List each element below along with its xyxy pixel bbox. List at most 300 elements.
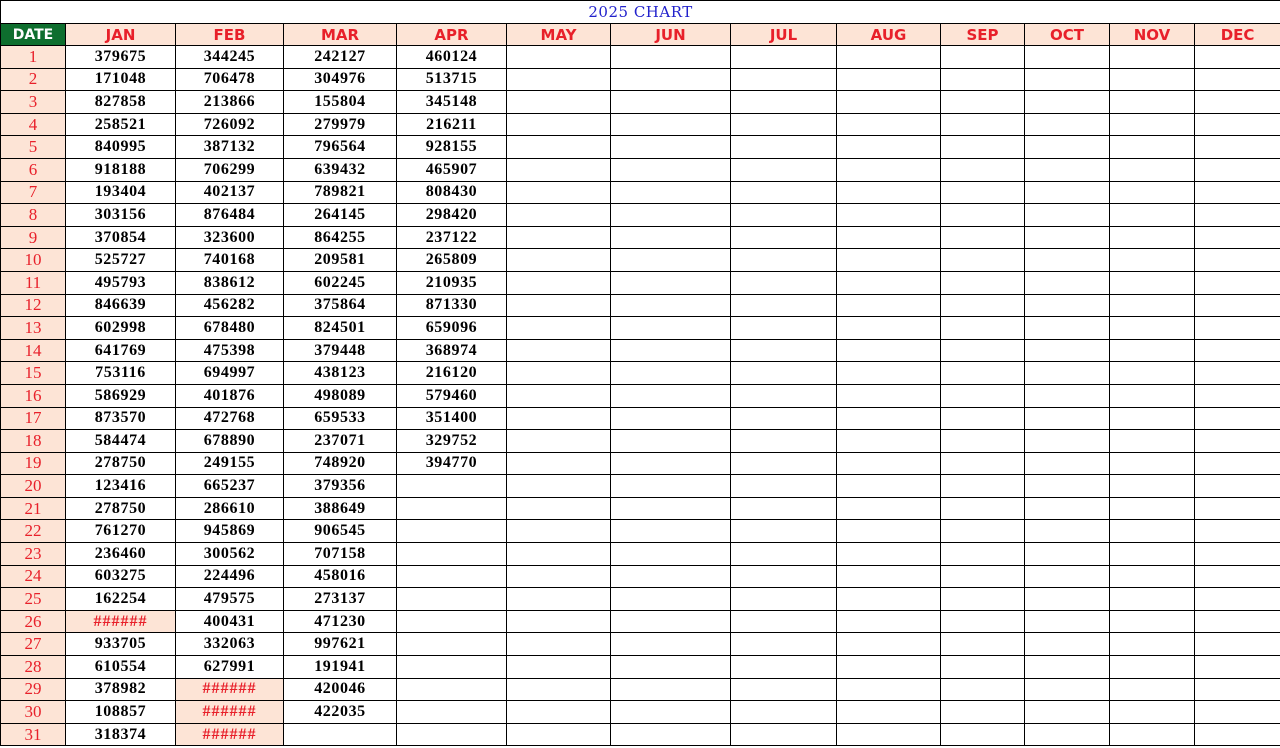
value-cell-aug[interactable]: [837, 68, 941, 91]
value-cell-jan[interactable]: 495793: [66, 271, 176, 294]
value-cell-may[interactable]: [507, 68, 611, 91]
value-cell-jun[interactable]: [611, 158, 731, 181]
value-cell-sep[interactable]: [941, 68, 1025, 91]
value-cell-sep[interactable]: [941, 475, 1025, 498]
value-cell-aug[interactable]: [837, 181, 941, 204]
value-cell-nov[interactable]: [1110, 362, 1195, 385]
value-cell-mar[interactable]: 155804: [284, 91, 397, 114]
value-cell-nov[interactable]: [1110, 91, 1195, 114]
date-cell[interactable]: 13: [1, 317, 66, 340]
date-cell[interactable]: 31: [1, 723, 66, 746]
value-cell-feb[interactable]: 323600: [176, 226, 284, 249]
value-cell-feb[interactable]: 678890: [176, 430, 284, 453]
value-cell-jun[interactable]: [611, 317, 731, 340]
value-cell-jul[interactable]: [731, 294, 837, 317]
date-cell[interactable]: 22: [1, 520, 66, 543]
value-cell-oct[interactable]: [1025, 610, 1110, 633]
value-cell-nov[interactable]: [1110, 497, 1195, 520]
value-cell-may[interactable]: [507, 294, 611, 317]
value-cell-aug[interactable]: [837, 678, 941, 701]
value-cell-apr[interactable]: 351400: [397, 407, 507, 430]
month-header-feb[interactable]: FEB: [176, 24, 284, 46]
value-cell-may[interactable]: [507, 46, 611, 69]
value-cell-apr[interactable]: [397, 723, 507, 746]
value-cell-feb[interactable]: 224496: [176, 565, 284, 588]
value-cell-oct[interactable]: [1025, 497, 1110, 520]
value-cell-oct[interactable]: [1025, 317, 1110, 340]
value-cell-may[interactable]: [507, 362, 611, 385]
value-cell-nov[interactable]: [1110, 430, 1195, 453]
value-cell-may[interactable]: [507, 452, 611, 475]
value-cell-mar[interactable]: 237071: [284, 430, 397, 453]
value-cell-aug[interactable]: [837, 204, 941, 227]
value-cell-mar[interactable]: 388649: [284, 497, 397, 520]
value-cell-nov[interactable]: [1110, 249, 1195, 272]
value-cell-apr[interactable]: [397, 701, 507, 724]
value-cell-jan[interactable]: 933705: [66, 633, 176, 656]
value-cell-jun[interactable]: [611, 656, 731, 679]
value-cell-dec[interactable]: [1195, 68, 1280, 91]
value-cell-sep[interactable]: [941, 339, 1025, 362]
value-cell-oct[interactable]: [1025, 294, 1110, 317]
value-cell-aug[interactable]: [837, 520, 941, 543]
value-cell-jul[interactable]: [731, 249, 837, 272]
value-cell-dec[interactable]: [1195, 701, 1280, 724]
value-cell-may[interactable]: [507, 158, 611, 181]
date-cell[interactable]: 5: [1, 136, 66, 159]
value-cell-sep[interactable]: [941, 701, 1025, 724]
value-cell-may[interactable]: [507, 520, 611, 543]
value-cell-apr[interactable]: [397, 475, 507, 498]
value-cell-oct[interactable]: [1025, 249, 1110, 272]
value-cell-feb[interactable]: 300562: [176, 543, 284, 566]
date-cell[interactable]: 25: [1, 588, 66, 611]
value-cell-dec[interactable]: [1195, 633, 1280, 656]
value-cell-feb[interactable]: ######: [176, 723, 284, 746]
value-cell-sep[interactable]: [941, 678, 1025, 701]
value-cell-dec[interactable]: [1195, 204, 1280, 227]
value-cell-jun[interactable]: [611, 46, 731, 69]
date-cell[interactable]: 17: [1, 407, 66, 430]
value-cell-may[interactable]: [507, 701, 611, 724]
value-cell-aug[interactable]: [837, 317, 941, 340]
value-cell-sep[interactable]: [941, 113, 1025, 136]
value-cell-jan[interactable]: 258521: [66, 113, 176, 136]
value-cell-jul[interactable]: [731, 226, 837, 249]
value-cell-jan[interactable]: 641769: [66, 339, 176, 362]
value-cell-jul[interactable]: [731, 317, 837, 340]
value-cell-sep[interactable]: [941, 384, 1025, 407]
value-cell-may[interactable]: [507, 475, 611, 498]
date-cell[interactable]: 29: [1, 678, 66, 701]
value-cell-feb[interactable]: 475398: [176, 339, 284, 362]
value-cell-jun[interactable]: [611, 339, 731, 362]
value-cell-dec[interactable]: [1195, 91, 1280, 114]
value-cell-jul[interactable]: [731, 384, 837, 407]
value-cell-oct[interactable]: [1025, 656, 1110, 679]
value-cell-sep[interactable]: [941, 317, 1025, 340]
value-cell-sep[interactable]: [941, 520, 1025, 543]
value-cell-sep[interactable]: [941, 294, 1025, 317]
value-cell-jun[interactable]: [611, 68, 731, 91]
value-cell-sep[interactable]: [941, 204, 1025, 227]
value-cell-oct[interactable]: [1025, 723, 1110, 746]
value-cell-nov[interactable]: [1110, 452, 1195, 475]
value-cell-jan[interactable]: 753116: [66, 362, 176, 385]
value-cell-jan[interactable]: 586929: [66, 384, 176, 407]
value-cell-dec[interactable]: [1195, 226, 1280, 249]
value-cell-nov[interactable]: [1110, 158, 1195, 181]
value-cell-jun[interactable]: [611, 633, 731, 656]
value-cell-apr[interactable]: 513715: [397, 68, 507, 91]
value-cell-oct[interactable]: [1025, 91, 1110, 114]
value-cell-jul[interactable]: [731, 136, 837, 159]
value-cell-aug[interactable]: [837, 565, 941, 588]
value-cell-oct[interactable]: [1025, 565, 1110, 588]
value-cell-jul[interactable]: [731, 430, 837, 453]
value-cell-oct[interactable]: [1025, 588, 1110, 611]
value-cell-mar[interactable]: 789821: [284, 181, 397, 204]
date-cell[interactable]: 18: [1, 430, 66, 453]
value-cell-apr[interactable]: 394770: [397, 452, 507, 475]
value-cell-sep[interactable]: [941, 656, 1025, 679]
value-cell-dec[interactable]: [1195, 46, 1280, 69]
value-cell-jun[interactable]: [611, 452, 731, 475]
value-cell-apr[interactable]: 210935: [397, 271, 507, 294]
value-cell-jun[interactable]: [611, 91, 731, 114]
value-cell-feb[interactable]: 402137: [176, 181, 284, 204]
value-cell-mar[interactable]: 498089: [284, 384, 397, 407]
date-cell[interactable]: 3: [1, 91, 66, 114]
value-cell-mar[interactable]: 420046: [284, 678, 397, 701]
value-cell-apr[interactable]: 871330: [397, 294, 507, 317]
value-cell-jun[interactable]: [611, 475, 731, 498]
value-cell-nov[interactable]: [1110, 46, 1195, 69]
value-cell-jul[interactable]: [731, 407, 837, 430]
value-cell-nov[interactable]: [1110, 204, 1195, 227]
month-header-jul[interactable]: JUL: [731, 24, 837, 46]
value-cell-jun[interactable]: [611, 407, 731, 430]
value-cell-feb[interactable]: 286610: [176, 497, 284, 520]
value-cell-jun[interactable]: [611, 430, 731, 453]
value-cell-jul[interactable]: [731, 701, 837, 724]
value-cell-sep[interactable]: [941, 46, 1025, 69]
value-cell-may[interactable]: [507, 633, 611, 656]
value-cell-nov[interactable]: [1110, 384, 1195, 407]
value-cell-apr[interactable]: [397, 633, 507, 656]
value-cell-feb[interactable]: 401876: [176, 384, 284, 407]
value-cell-nov[interactable]: [1110, 407, 1195, 430]
value-cell-aug[interactable]: [837, 294, 941, 317]
value-cell-feb[interactable]: ######: [176, 701, 284, 724]
date-cell[interactable]: 8: [1, 204, 66, 227]
value-cell-jun[interactable]: [611, 723, 731, 746]
value-cell-jan[interactable]: 584474: [66, 430, 176, 453]
value-cell-apr[interactable]: 928155: [397, 136, 507, 159]
value-cell-nov[interactable]: [1110, 226, 1195, 249]
value-cell-aug[interactable]: [837, 723, 941, 746]
value-cell-aug[interactable]: [837, 407, 941, 430]
value-cell-apr[interactable]: 265809: [397, 249, 507, 272]
value-cell-dec[interactable]: [1195, 452, 1280, 475]
date-cell[interactable]: 20: [1, 475, 66, 498]
value-cell-sep[interactable]: [941, 610, 1025, 633]
value-cell-dec[interactable]: [1195, 181, 1280, 204]
value-cell-mar[interactable]: 748920: [284, 452, 397, 475]
value-cell-nov[interactable]: [1110, 181, 1195, 204]
value-cell-may[interactable]: [507, 656, 611, 679]
value-cell-may[interactable]: [507, 249, 611, 272]
value-cell-sep[interactable]: [941, 136, 1025, 159]
value-cell-aug[interactable]: [837, 475, 941, 498]
value-cell-feb[interactable]: ######: [176, 678, 284, 701]
value-cell-dec[interactable]: [1195, 543, 1280, 566]
value-cell-jan[interactable]: 370854: [66, 226, 176, 249]
value-cell-sep[interactable]: [941, 497, 1025, 520]
value-cell-jul[interactable]: [731, 475, 837, 498]
value-cell-nov[interactable]: [1110, 723, 1195, 746]
value-cell-apr[interactable]: [397, 678, 507, 701]
value-cell-oct[interactable]: [1025, 362, 1110, 385]
value-cell-mar[interactable]: 438123: [284, 362, 397, 385]
month-header-aug[interactable]: AUG: [837, 24, 941, 46]
value-cell-aug[interactable]: [837, 158, 941, 181]
value-cell-jul[interactable]: [731, 497, 837, 520]
value-cell-jun[interactable]: [611, 497, 731, 520]
value-cell-jul[interactable]: [731, 543, 837, 566]
value-cell-aug[interactable]: [837, 452, 941, 475]
value-cell-jan[interactable]: 603275: [66, 565, 176, 588]
value-cell-dec[interactable]: [1195, 723, 1280, 746]
value-cell-jan[interactable]: 610554: [66, 656, 176, 679]
value-cell-may[interactable]: [507, 610, 611, 633]
value-cell-apr[interactable]: [397, 588, 507, 611]
value-cell-apr[interactable]: 465907: [397, 158, 507, 181]
date-cell[interactable]: 15: [1, 362, 66, 385]
value-cell-feb[interactable]: 665237: [176, 475, 284, 498]
value-cell-sep[interactable]: [941, 543, 1025, 566]
value-cell-nov[interactable]: [1110, 701, 1195, 724]
value-cell-oct[interactable]: [1025, 407, 1110, 430]
value-cell-oct[interactable]: [1025, 204, 1110, 227]
value-cell-mar[interactable]: 471230: [284, 610, 397, 633]
value-cell-jan[interactable]: 840995: [66, 136, 176, 159]
value-cell-jun[interactable]: [611, 271, 731, 294]
value-cell-jun[interactable]: [611, 543, 731, 566]
value-cell-oct[interactable]: [1025, 339, 1110, 362]
value-cell-jun[interactable]: [611, 362, 731, 385]
value-cell-apr[interactable]: 579460: [397, 384, 507, 407]
value-cell-sep[interactable]: [941, 181, 1025, 204]
value-cell-mar[interactable]: 422035: [284, 701, 397, 724]
value-cell-nov[interactable]: [1110, 520, 1195, 543]
value-cell-jun[interactable]: [611, 520, 731, 543]
value-cell-apr[interactable]: [397, 565, 507, 588]
value-cell-mar[interactable]: 191941: [284, 656, 397, 679]
value-cell-mar[interactable]: 997621: [284, 633, 397, 656]
value-cell-sep[interactable]: [941, 226, 1025, 249]
value-cell-sep[interactable]: [941, 249, 1025, 272]
value-cell-mar[interactable]: 707158: [284, 543, 397, 566]
value-cell-may[interactable]: [507, 430, 611, 453]
value-cell-sep[interactable]: [941, 452, 1025, 475]
value-cell-aug[interactable]: [837, 430, 941, 453]
value-cell-nov[interactable]: [1110, 339, 1195, 362]
value-cell-nov[interactable]: [1110, 678, 1195, 701]
value-cell-nov[interactable]: [1110, 588, 1195, 611]
value-cell-jul[interactable]: [731, 91, 837, 114]
value-cell-mar[interactable]: 375864: [284, 294, 397, 317]
value-cell-jul[interactable]: [731, 181, 837, 204]
value-cell-nov[interactable]: [1110, 294, 1195, 317]
value-cell-oct[interactable]: [1025, 271, 1110, 294]
value-cell-jan[interactable]: 278750: [66, 497, 176, 520]
value-cell-jun[interactable]: [611, 181, 731, 204]
value-cell-feb[interactable]: 400431: [176, 610, 284, 633]
value-cell-jul[interactable]: [731, 362, 837, 385]
value-cell-mar[interactable]: 602245: [284, 271, 397, 294]
value-cell-apr[interactable]: [397, 543, 507, 566]
value-cell-jul[interactable]: [731, 113, 837, 136]
value-cell-jan[interactable]: 162254: [66, 588, 176, 611]
value-cell-aug[interactable]: [837, 46, 941, 69]
value-cell-feb[interactable]: 706478: [176, 68, 284, 91]
value-cell-dec[interactable]: [1195, 475, 1280, 498]
month-header-apr[interactable]: APR: [397, 24, 507, 46]
date-cell[interactable]: 11: [1, 271, 66, 294]
value-cell-may[interactable]: [507, 226, 611, 249]
value-cell-may[interactable]: [507, 384, 611, 407]
value-cell-jun[interactable]: [611, 294, 731, 317]
value-cell-jan[interactable]: 236460: [66, 543, 176, 566]
value-cell-nov[interactable]: [1110, 543, 1195, 566]
value-cell-apr[interactable]: [397, 656, 507, 679]
value-cell-jul[interactable]: [731, 565, 837, 588]
value-cell-may[interactable]: [507, 204, 611, 227]
value-cell-sep[interactable]: [941, 565, 1025, 588]
value-cell-apr[interactable]: 460124: [397, 46, 507, 69]
value-cell-jul[interactable]: [731, 656, 837, 679]
value-cell-jul[interactable]: [731, 520, 837, 543]
value-cell-jul[interactable]: [731, 610, 837, 633]
value-cell-apr[interactable]: 368974: [397, 339, 507, 362]
value-cell-apr[interactable]: 808430: [397, 181, 507, 204]
value-cell-jan[interactable]: 525727: [66, 249, 176, 272]
value-cell-nov[interactable]: [1110, 565, 1195, 588]
value-cell-aug[interactable]: [837, 384, 941, 407]
value-cell-apr[interactable]: 237122: [397, 226, 507, 249]
value-cell-feb[interactable]: 726092: [176, 113, 284, 136]
month-header-sep[interactable]: SEP: [941, 24, 1025, 46]
value-cell-jul[interactable]: [731, 633, 837, 656]
value-cell-oct[interactable]: [1025, 226, 1110, 249]
value-cell-may[interactable]: [507, 497, 611, 520]
value-cell-nov[interactable]: [1110, 136, 1195, 159]
value-cell-oct[interactable]: [1025, 113, 1110, 136]
date-cell[interactable]: 27: [1, 633, 66, 656]
value-cell-feb[interactable]: 945869: [176, 520, 284, 543]
value-cell-jun[interactable]: [611, 384, 731, 407]
value-cell-dec[interactable]: [1195, 656, 1280, 679]
value-cell-dec[interactable]: [1195, 610, 1280, 633]
value-cell-oct[interactable]: [1025, 701, 1110, 724]
value-cell-dec[interactable]: [1195, 294, 1280, 317]
value-cell-feb[interactable]: 838612: [176, 271, 284, 294]
value-cell-feb[interactable]: 249155: [176, 452, 284, 475]
value-cell-jan[interactable]: 378982: [66, 678, 176, 701]
value-cell-jan[interactable]: 278750: [66, 452, 176, 475]
date-cell[interactable]: 4: [1, 113, 66, 136]
value-cell-jul[interactable]: [731, 204, 837, 227]
date-cell[interactable]: 28: [1, 656, 66, 679]
value-cell-dec[interactable]: [1195, 497, 1280, 520]
value-cell-jan[interactable]: 379675: [66, 46, 176, 69]
value-cell-apr[interactable]: 216211: [397, 113, 507, 136]
value-cell-oct[interactable]: [1025, 678, 1110, 701]
value-cell-jun[interactable]: [611, 249, 731, 272]
value-cell-mar[interactable]: 242127: [284, 46, 397, 69]
value-cell-dec[interactable]: [1195, 113, 1280, 136]
date-cell[interactable]: 30: [1, 701, 66, 724]
value-cell-may[interactable]: [507, 317, 611, 340]
value-cell-may[interactable]: [507, 136, 611, 159]
value-cell-aug[interactable]: [837, 339, 941, 362]
value-cell-apr[interactable]: 216120: [397, 362, 507, 385]
value-cell-dec[interactable]: [1195, 588, 1280, 611]
value-cell-jan[interactable]: 602998: [66, 317, 176, 340]
date-cell[interactable]: 24: [1, 565, 66, 588]
month-header-dec[interactable]: DEC: [1195, 24, 1280, 46]
value-cell-jul[interactable]: [731, 68, 837, 91]
value-cell-mar[interactable]: 659533: [284, 407, 397, 430]
month-header-nov[interactable]: NOV: [1110, 24, 1195, 46]
value-cell-aug[interactable]: [837, 271, 941, 294]
value-cell-mar[interactable]: 379448: [284, 339, 397, 362]
value-cell-dec[interactable]: [1195, 158, 1280, 181]
value-cell-dec[interactable]: [1195, 249, 1280, 272]
month-header-jan[interactable]: JAN: [66, 24, 176, 46]
value-cell-aug[interactable]: [837, 656, 941, 679]
value-cell-may[interactable]: [507, 181, 611, 204]
value-cell-jan[interactable]: 123416: [66, 475, 176, 498]
value-cell-nov[interactable]: [1110, 68, 1195, 91]
value-cell-mar[interactable]: 824501: [284, 317, 397, 340]
value-cell-aug[interactable]: [837, 91, 941, 114]
value-cell-may[interactable]: [507, 407, 611, 430]
date-cell[interactable]: 6: [1, 158, 66, 181]
value-cell-nov[interactable]: [1110, 271, 1195, 294]
value-cell-mar[interactable]: 639432: [284, 158, 397, 181]
date-cell[interactable]: 12: [1, 294, 66, 317]
value-cell-apr[interactable]: 345148: [397, 91, 507, 114]
value-cell-oct[interactable]: [1025, 430, 1110, 453]
value-cell-jul[interactable]: [731, 452, 837, 475]
value-cell-may[interactable]: [507, 565, 611, 588]
value-cell-sep[interactable]: [941, 362, 1025, 385]
value-cell-mar[interactable]: 379356: [284, 475, 397, 498]
value-cell-may[interactable]: [507, 543, 611, 566]
value-cell-aug[interactable]: [837, 136, 941, 159]
value-cell-dec[interactable]: [1195, 362, 1280, 385]
value-cell-mar[interactable]: 264145: [284, 204, 397, 227]
value-cell-mar[interactable]: 273137: [284, 588, 397, 611]
value-cell-feb[interactable]: 678480: [176, 317, 284, 340]
value-cell-mar[interactable]: 458016: [284, 565, 397, 588]
value-cell-dec[interactable]: [1195, 317, 1280, 340]
month-header-oct[interactable]: OCT: [1025, 24, 1110, 46]
date-column-header[interactable]: DATE: [1, 24, 66, 46]
date-cell[interactable]: 19: [1, 452, 66, 475]
